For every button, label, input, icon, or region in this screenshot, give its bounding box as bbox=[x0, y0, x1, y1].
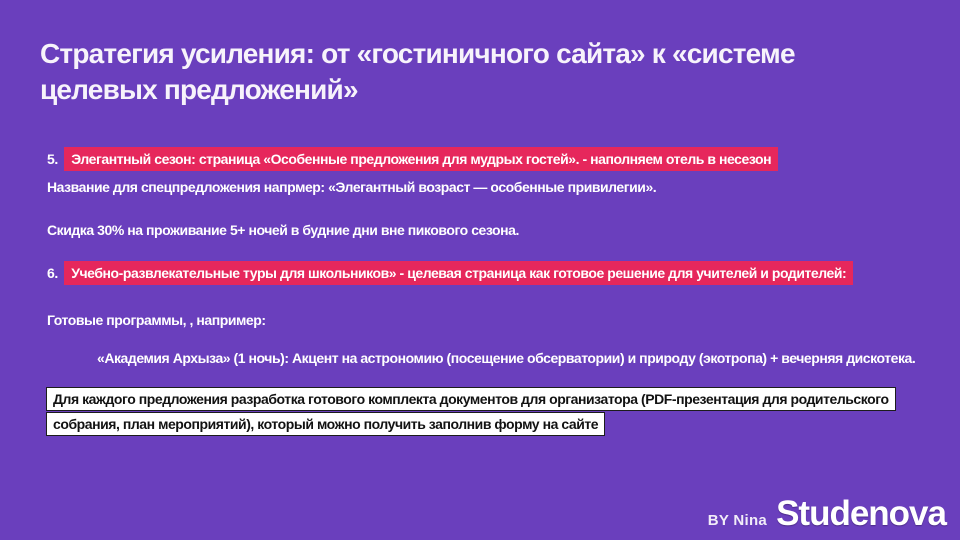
slide-title bbox=[40, 36, 795, 108]
author-credit bbox=[708, 494, 946, 534]
item-6-number: 6. bbox=[47, 265, 58, 281]
paragraph-note bbox=[47, 387, 925, 437]
item-5-pink-highlight: Элегантный сезон: страница «Особенные предложения для мудрых гостей». - наполняем отель в несезон bbox=[64, 147, 778, 171]
paragraph-item-5 bbox=[47, 145, 925, 201]
paragraph-programs-intro: Готовые программы, , например: bbox=[47, 312, 266, 328]
paragraph-program-detail: «Академия Архыза» (1 ночь): Акцент на астрономию (посещение обсерватории) и природу (экотропа) + вечерняя дискотека. bbox=[97, 350, 916, 366]
credit-brand-name: Studenova bbox=[776, 494, 946, 533]
item-5-number: 5. bbox=[47, 151, 58, 167]
slide-body bbox=[47, 145, 925, 452]
item-5-subtext: Название для спецпредложения напрмер: «Элегантный возраст — особенные привилегии». bbox=[47, 179, 657, 195]
paragraph-discount: Скидка 30% на проживание 5+ ночей в будние дни вне пикового сезона. bbox=[47, 222, 519, 238]
slide-title-line-1: Стратегия усиления: от «гостиничного сайта» к «системе bbox=[40, 38, 795, 69]
credit-by-label: BY Nina bbox=[707, 512, 768, 529]
paragraph-item-6 bbox=[47, 259, 925, 287]
item-6-pink-highlight: Учебно-развлекательные туры для школьников» - целевая страница как готовое решение для учителей и родителей: bbox=[64, 261, 853, 285]
slide-title-line-2: целевых предложений» bbox=[40, 73, 358, 105]
note-white-highlight: Для каждого предложения разработка готового комплекта документов для организатора (PDF-презентация для родительского собрания, план мероприятий), который можно получить заполнив форму на сайте bbox=[47, 388, 895, 435]
item-5-headline bbox=[47, 145, 925, 173]
